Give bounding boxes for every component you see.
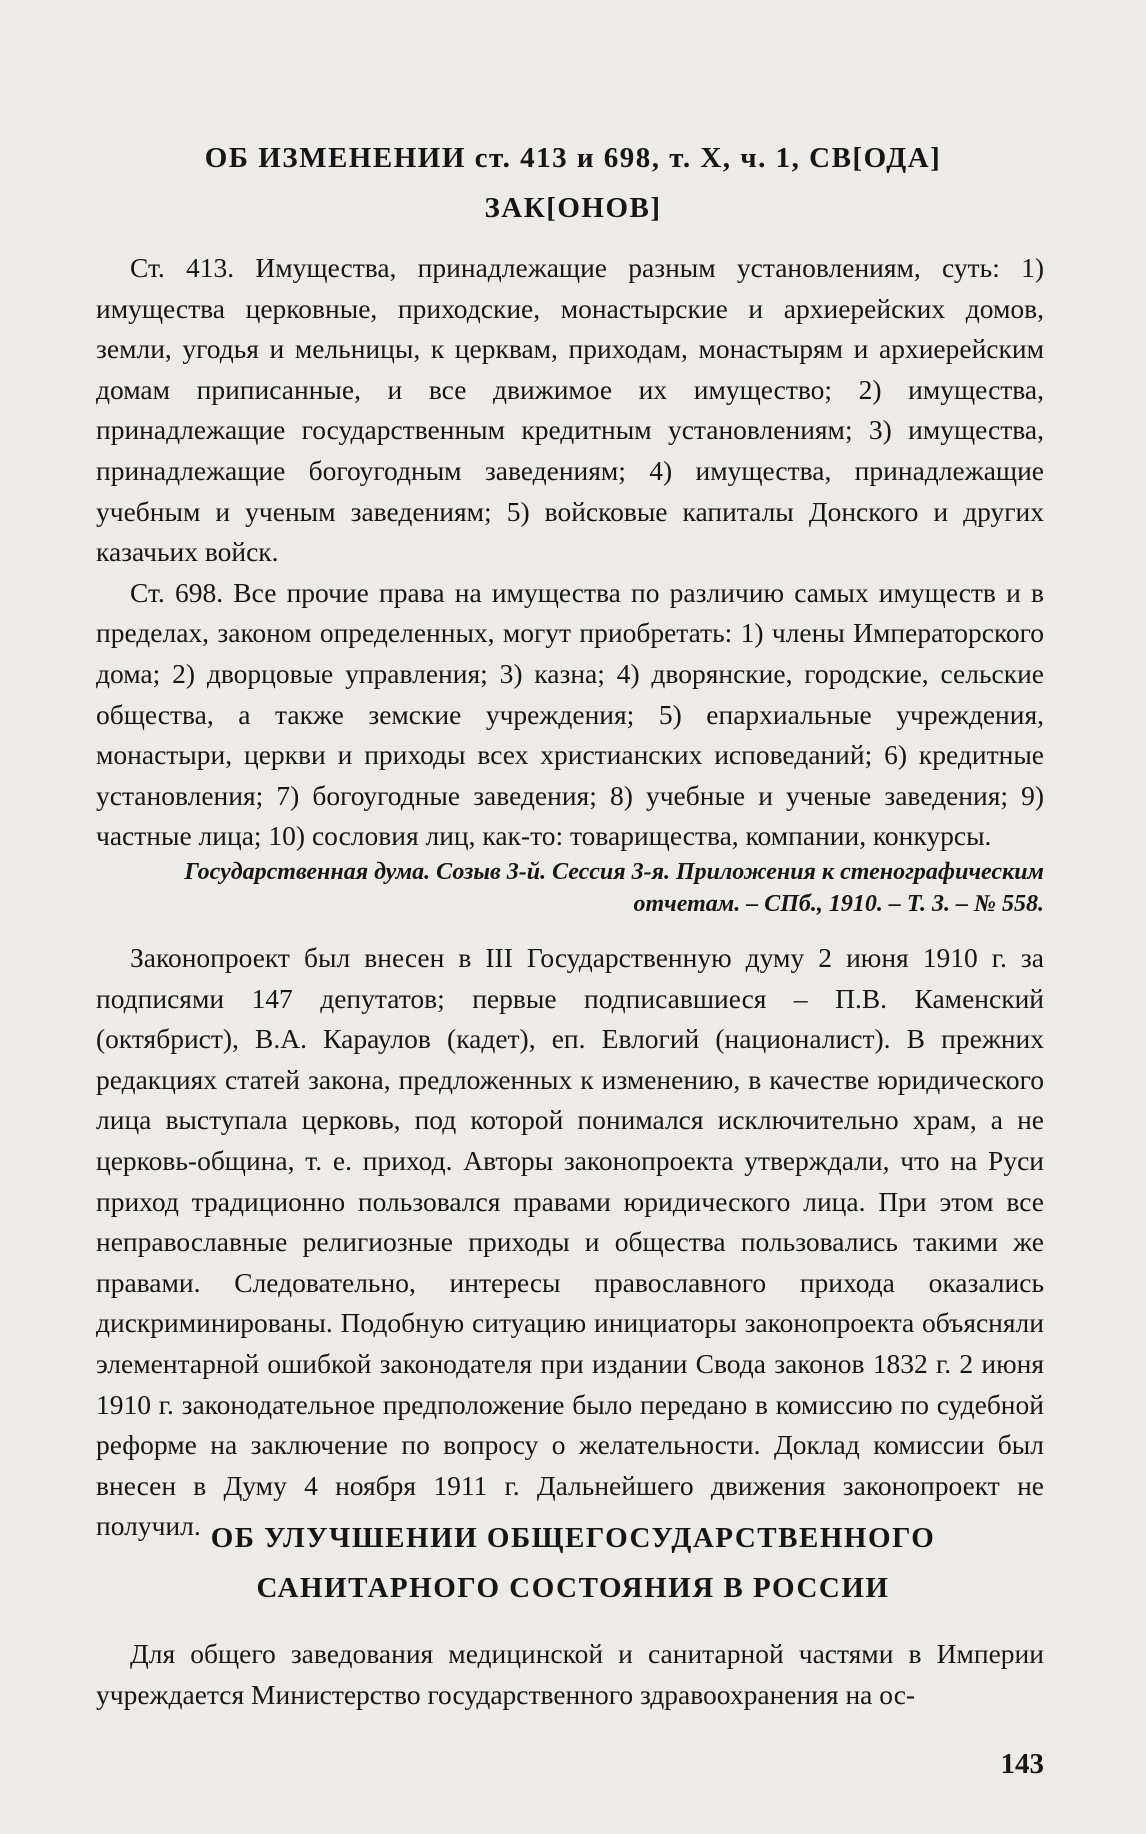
section2-body (96, 1634, 1044, 1715)
source-citation (164, 856, 1044, 920)
commentary-paragraph: Законопроект был внесен в III Государственную думу 2 июня 1910 г. за подписями 147 депутатов; первые подписавшиеся – П.В. Каменский (октябрист), В.А. Караулов (кадет), еп. Евлогий (националист). В прежних редакциях статей закона, предложенных к изменению, в качестве юридического лица выступала церковь, под которой понимался исключительно храм, а не церковь-община, т. е. приход. Авторы законопроекта утверждали, что на Руси приход традиционно пользовался правами юридического лица. При этом все неправославные религиозные приходы и общества пользовались такими же правами. Следовательно, интересы православного прихода оказались дискриминированы. Подобную ситуацию инициаторы законопроекта объясняли элементарной ошибкой законодателя при издании Свода законов 1832 г. 2 июня 1910 г. законодательное предположение было передано в комиссию по судебной реформе на заключение по вопросу о желательности. Доклад комиссии был внесен в Думу 4 ноября 1911 г. Дальнейшего движения законопроект не получил. (96, 942, 1044, 1542)
section2-heading (0, 1513, 1146, 1613)
section1-articles (96, 248, 1044, 857)
section2-title-line1: ОБ УЛУЧШЕНИИ ОБЩЕГОСУДАРСТВЕННОГО (210, 1522, 936, 1554)
source-line1: Государственная дума. Созыв 3-й. Сессия 3-я. Приложения к стенографическим (184, 859, 1044, 885)
article-413: Ст. 413. Имущества, принадлежащие разным установлениям, суть: 1) имущества церковные, приходские, монастырские и архиерейских домов, земли, угодья и мельницы, к церквам, приходам, монастырям и архиерейским домам приписанные, и все движимое их имущество; 2) имущества, принадлежащие государственным кредитным установлениям; 3) имущества, принадлежащие богоугодным заведениям; 4) имущества, принадлежащие учебным и ученым заведениям; 5) войсковые капиталы Донского и других казачьих войск. (96, 252, 1044, 568)
section1-title-line1: ОБ ИЗМЕНЕНИИ ст. 413 и 698, т. X, ч. 1, СВ[ОДА] (204, 142, 942, 174)
section2-intro: Для общего заведования медицинской и санитарной частями в Империи учреждается Министерство государственного здравоохранения на ос- (96, 1638, 1044, 1710)
page-number: 143 (1000, 1748, 1044, 1780)
section1-heading (0, 133, 1146, 233)
section1-commentary (96, 938, 1044, 1547)
article-698: Ст. 698. Все прочие права на имущества по различию самых имуществ и в пределах, законом определенных, могут приобретать: 1) члены Императорского дома; 2) дворцовые управления; 3) казна; 4) дворянские, городские, сельские общества, а также земские учреждения; 5) епархиальные учреждения, монастыри, церкви и приходы всех христианских исповеданий; 6) кредитные установления; 7) богоугодные заведения; 8) учебные и ученые заведения; 9) частные лица; 10) сословия лиц, как-то: товарищества, компании, конкурсы. (96, 576, 1044, 852)
source-line2: отчетам. – СПб., 1910. – Т. 3. – № 558. (633, 891, 1044, 917)
section1-title-line2: ЗАК[ОНОВ] (484, 192, 662, 224)
section2-title-line2: САНИТАРНОГО СОСТОЯНИЯ В РОССИИ (256, 1572, 890, 1604)
